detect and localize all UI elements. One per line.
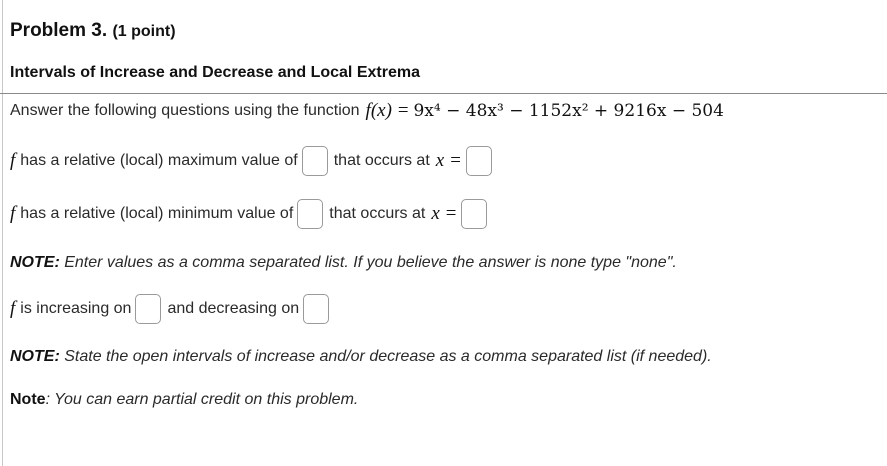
min-x-eq: x = (431, 203, 458, 224)
min-line (10, 199, 493, 229)
note-credit (10, 391, 358, 409)
intro-text: Answer the following questions using the function (10, 102, 360, 119)
max-text-middle: that occurs at (333, 152, 430, 169)
note-credit-text: : You can earn partial credit on this problem. (45, 391, 359, 408)
note-intervals (10, 348, 712, 366)
max-x-input[interactable] (466, 146, 492, 176)
note-values-text: Enter values as a comma separated list. If you believe the answer is none type "none". (64, 254, 677, 271)
function-rhs: 9x⁴ − 48x³ − 1152x² + 9216x − 504 (413, 101, 724, 121)
section-title: Intervals of Increase and Decrease and Local Extrema (10, 64, 420, 81)
min-text-middle: that occurs at (329, 205, 426, 222)
max-value-input[interactable] (302, 146, 328, 176)
max-text-before: has a relative (local) maximum value of (20, 152, 298, 169)
decreasing-input[interactable] (303, 294, 329, 324)
note-values (10, 254, 677, 272)
function-lhs: f(x) = (365, 100, 410, 121)
decrease-text: and decreasing on (167, 300, 300, 317)
f-var: f (10, 298, 16, 319)
increasing-input[interactable] (135, 294, 161, 324)
problem-number: Problem 3. (10, 20, 108, 41)
problem-points: (1 point) (112, 23, 176, 40)
min-text-before: has a relative (local) minimum value of (20, 205, 294, 222)
max-x-eq: x = (435, 150, 462, 171)
note-values-label: NOTE: (10, 254, 60, 271)
increase-line (10, 294, 335, 324)
note-intervals-text: State the open intervals of increase and/or decrease as a comma separated list (if needed). (64, 348, 712, 365)
f-var: f (10, 150, 16, 171)
section-divider (0, 93, 887, 94)
note-intervals-label: NOTE: (10, 348, 60, 365)
max-line (10, 146, 498, 176)
min-value-input[interactable] (297, 199, 323, 229)
page-left-border (2, 0, 3, 466)
intro-line (10, 100, 724, 122)
problem-heading (10, 20, 176, 42)
note-credit-label: Note (10, 391, 46, 408)
f-var: f (10, 203, 16, 224)
min-x-input[interactable] (461, 199, 487, 229)
increase-text: is increasing on (20, 300, 132, 317)
